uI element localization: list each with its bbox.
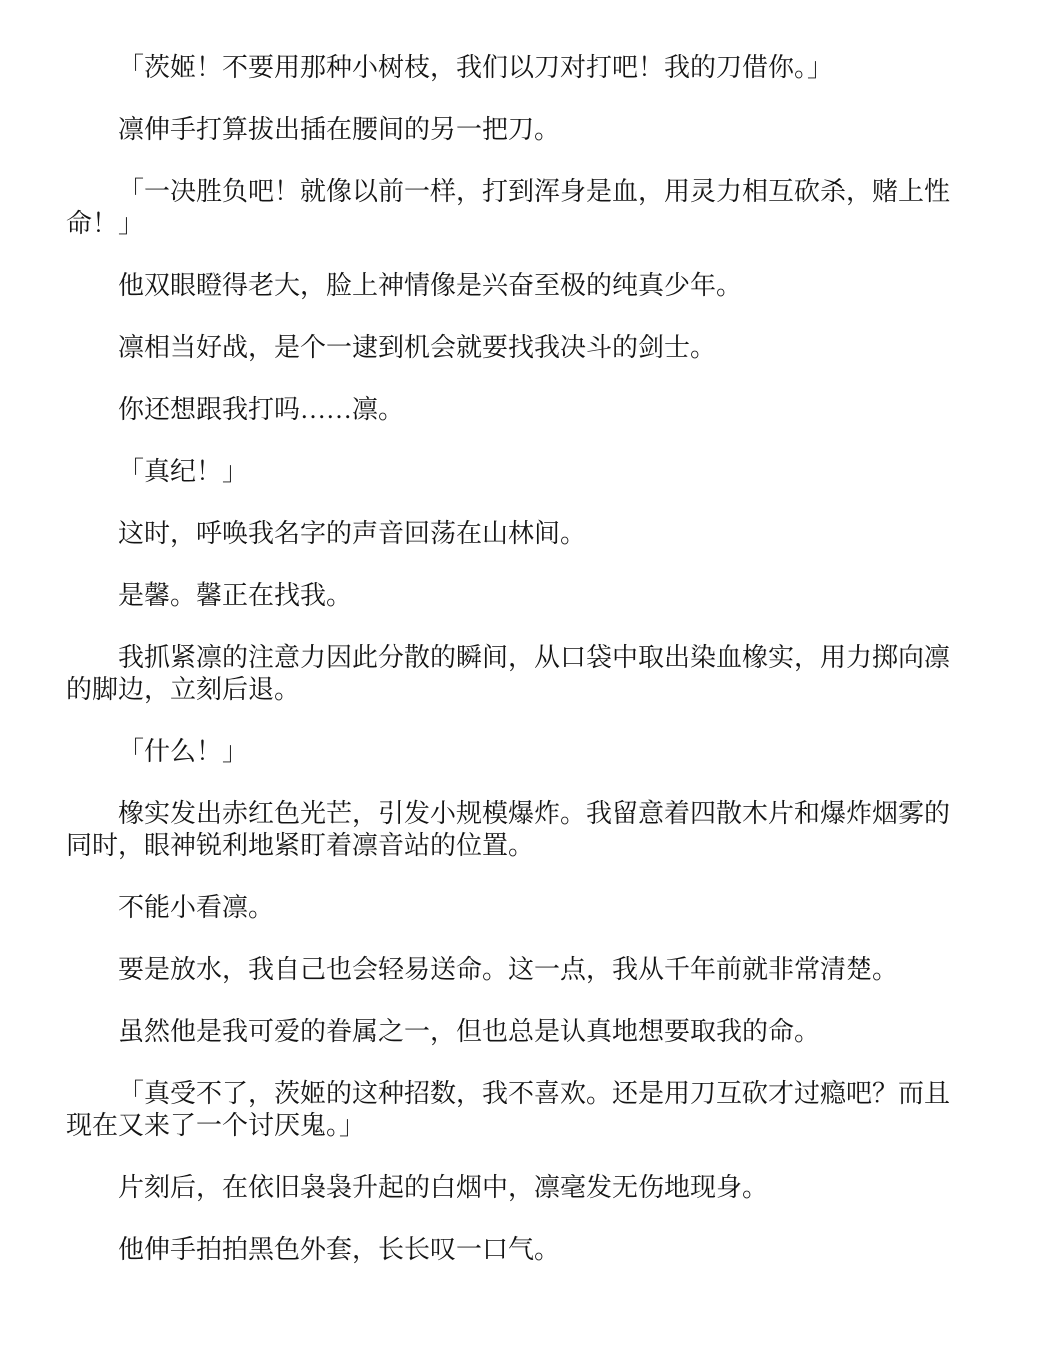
- paragraph: 是馨。馨正在找我。: [118, 581, 353, 610]
- paragraph: 片刻后，在依旧袅袅升起的白烟中，凛毫发无伤地现身。: [118, 1173, 769, 1202]
- paragraph: 「茨姬！不要用那种小树枝，我们以刀对打吧！我的刀借你。」: [118, 53, 834, 82]
- paragraph: 橡实发出赤红色光芒，引发小规模爆炸。我留意着四散木片和爆炸烟雾的同时，眼神锐利地紧盯着凛音站的位置。: [66, 799, 951, 860]
- paragraph: 虽然他是我可爱的眷属之一，但也总是认真地想要取我的命。: [118, 1017, 821, 1046]
- paragraph: 要是放水，我自己也会轻易送命。这一点，我从千年前就非常清楚。: [118, 955, 899, 984]
- paragraph: 他伸手拍拍黑色外套，长长叹一口气。: [118, 1235, 561, 1264]
- paragraph: 不能小看凛。: [118, 893, 275, 922]
- paragraph: 「真纪！」: [118, 457, 249, 486]
- paragraph: 「什么！」: [118, 737, 249, 766]
- paragraph: 凛伸手打算拔出插在腰间的另一把刀。: [118, 115, 561, 144]
- paragraph: 「一决胜负吧！就像以前一样，打到浑身是血，用灵力相互砍杀，赌上性命！」: [66, 177, 951, 238]
- paragraph: 我抓紧凛的注意力因此分散的瞬间，从口袋中取出染血橡实，用力掷向凛的脚边，立刻后退。: [66, 643, 951, 704]
- paragraph: 「真受不了，茨姬的这种招数，我不喜欢。还是用刀互砍才过瘾吧？而且现在又来了一个讨厌鬼。」: [66, 1079, 951, 1140]
- paragraph: 凛相当好战，是个一逮到机会就要找我决斗的剑士。: [118, 333, 717, 362]
- paragraph: 你还想跟我打吗……凛。: [118, 395, 405, 424]
- paragraph: 这时，呼唤我名字的声音回荡在山林间。: [118, 519, 587, 548]
- paragraph: 他双眼瞪得老大，脸上神情像是兴奋至极的纯真少年。: [118, 271, 743, 300]
